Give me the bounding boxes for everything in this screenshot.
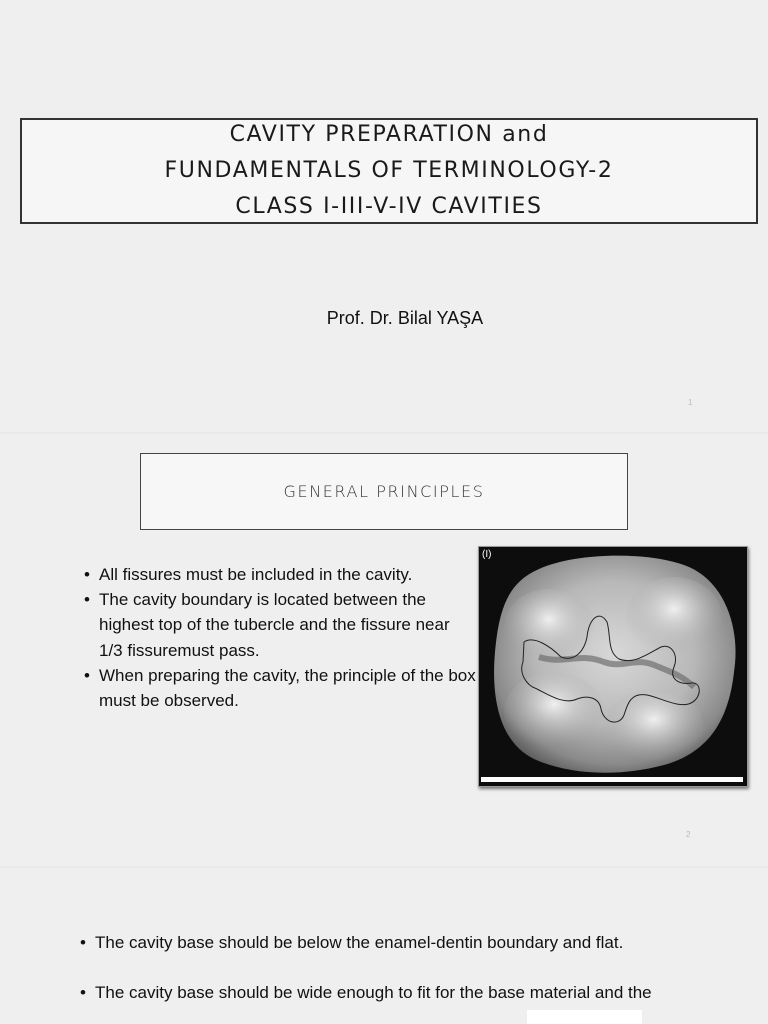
- slide-number: 1: [688, 398, 693, 407]
- cusp-highlight: [504, 672, 604, 752]
- bullet-list: [80, 930, 750, 1005]
- list-item: • When preparing the cavity, the principle of the box must be observed.: [84, 663, 476, 713]
- bullet-list: [84, 562, 476, 713]
- cusp-highlight: [504, 589, 594, 665]
- cusp-highlight: [604, 689, 704, 765]
- tooth-occlusal-figure: [478, 546, 748, 787]
- author-name: Prof. Dr. Bilal YAŞA: [326, 308, 484, 328]
- slide-number: 2: [686, 830, 691, 839]
- list-item: • All fissures must be included in the cavity.: [84, 562, 476, 587]
- cusp-highlight: [626, 577, 722, 657]
- partial-figure: [527, 1010, 642, 1024]
- title-slide: [0, 0, 768, 432]
- section-title: GENERAL PRINCIPLES: [283, 482, 485, 501]
- list-item: • The cavity base should be wide enough to fit for the base material and the: [80, 980, 750, 1005]
- list-item: • The cavity boundary is located between the highest top of the tubercle and the fissure near 1/3 fissuremust pass.: [84, 587, 476, 663]
- title-line-1: CAVITY PREPARATION and: [229, 122, 549, 147]
- figure-label: (I): [482, 549, 492, 560]
- title-line-2: FUNDAMENTALS OF TERMINOLOGY-2: [164, 158, 614, 183]
- title-line-3: CLASS I-III-V-IV CAVITIES: [235, 194, 543, 219]
- list-item: • The cavity base should be below the enamel-dentin boundary and flat.: [80, 930, 750, 955]
- tooth-illustration: [479, 547, 747, 786]
- figure-caption-bar: [481, 777, 743, 782]
- title-box: [20, 118, 758, 224]
- principles-slide: [0, 434, 768, 866]
- section-title-box: [140, 453, 628, 530]
- cavity-base-slide: [0, 868, 768, 1024]
